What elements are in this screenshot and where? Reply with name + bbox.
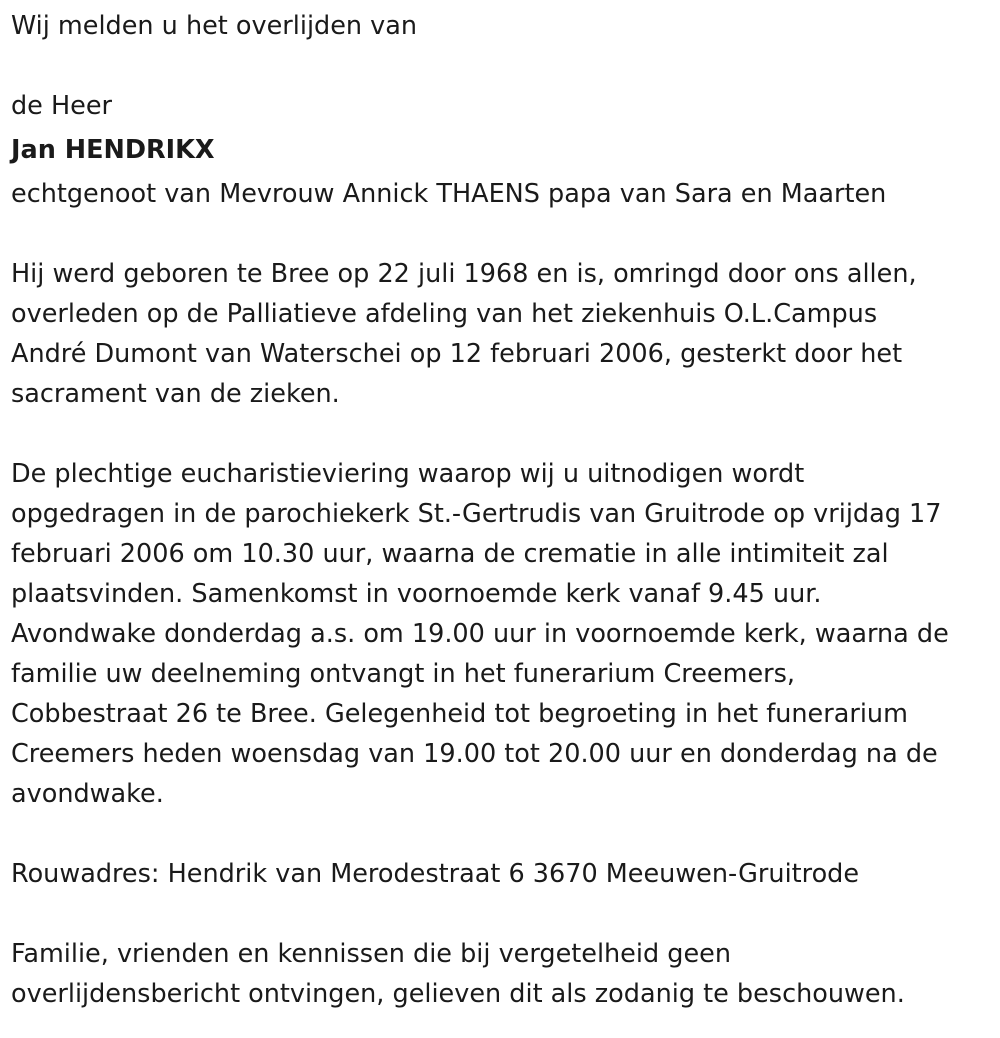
paragraph-line: opgedragen in de parochiekerk St.-Gertrudis van Gruitrode op vrijdag 17 bbox=[11, 499, 942, 529]
paragraph-line: De plechtige eucharistieviering waarop wij u uitnodigen wordt bbox=[11, 459, 805, 489]
paragraph-line: plaatsvinden. Samenkomst in voornoemde kerk vanaf 9.45 uur. bbox=[11, 579, 822, 609]
ceremony-paragraph bbox=[11, 454, 996, 814]
paragraph-line: februari 2006 om 10.30 uur, waarna de crematie in alle intimiteit zal bbox=[11, 539, 889, 569]
intro-text: Wij melden u het overlijden van bbox=[11, 11, 418, 41]
spacer bbox=[11, 414, 996, 454]
spacer bbox=[11, 814, 996, 854]
birth-paragraph bbox=[11, 254, 996, 414]
closing-paragraph bbox=[11, 934, 996, 1014]
paragraph-line: overlijdensbericht ontvingen, gelieven dit als zodanig te beschouwen. bbox=[11, 979, 905, 1009]
paragraph-line: sacrament van de zieken. bbox=[11, 379, 340, 409]
spacer bbox=[11, 894, 996, 934]
paragraph-line: Cobbestraat 26 te Bree. Gelegenheid tot begroeting in het funerarium bbox=[11, 699, 908, 729]
paragraph-line: Avondwake donderdag a.s. om 19.00 uur in voornoemde kerk, waarna de bbox=[11, 619, 949, 649]
paragraph-line: Hij werd geboren te Bree op 22 juli 1968 en is, omringd door ons allen, bbox=[11, 259, 917, 289]
death-notice bbox=[11, 6, 996, 1014]
deceased-name: Jan HENDRIKX bbox=[11, 135, 215, 165]
spacer bbox=[11, 214, 996, 254]
spacer bbox=[11, 46, 996, 86]
paragraph-line: Creemers heden woensdag van 19.00 tot 20.00 uur en donderdag na de bbox=[11, 739, 938, 769]
paragraph-line: André Dumont van Waterschei op 12 februari 2006, gesterkt door het bbox=[11, 339, 903, 369]
title-prefix: de Heer bbox=[11, 91, 113, 121]
mourning-address: Rouwadres: Hendrik van Merodestraat 6 3670 Meeuwen-Gruitrode bbox=[11, 859, 860, 889]
paragraph-line: overleden op de Palliatieve afdeling van het ziekenhuis O.L.Campus bbox=[11, 299, 878, 329]
paragraph-line: avondwake. bbox=[11, 779, 164, 809]
paragraph-line: Familie, vrienden en kennissen die bij vergetelheid geen bbox=[11, 939, 731, 969]
paragraph-line: familie uw deelneming ontvangt in het funerarium Creemers, bbox=[11, 659, 796, 689]
relations-text: echtgenoot van Mevrouw Annick THAENS papa van Sara en Maarten bbox=[11, 179, 887, 209]
